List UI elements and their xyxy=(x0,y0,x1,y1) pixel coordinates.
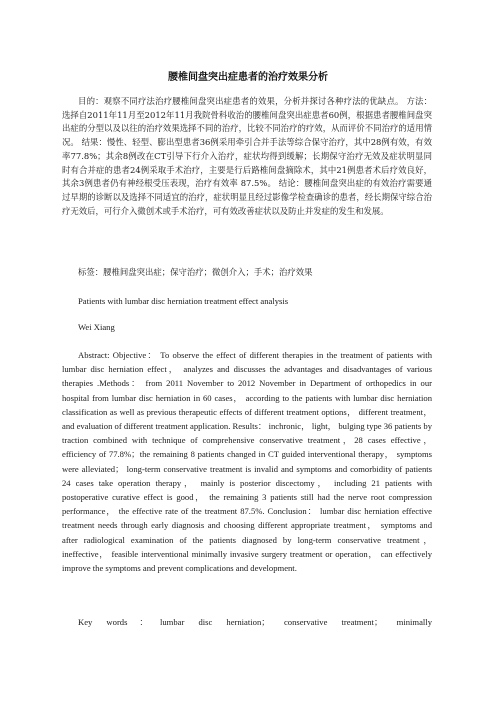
english-keywords: Key words：lumbar disc herniation； conservative treatment； minimally xyxy=(78,617,432,627)
chinese-keywords: 标签：腰椎间盘突出症；保守治疗；微创介入；手术；治疗效果 xyxy=(78,267,313,277)
english-author: Wei Xiang xyxy=(78,322,115,332)
english-abstract: Abstract: Objective： To observe the effect of different therapies in the treatment of patients with lumbar disc herniation effect， analyzes and discusses the advantages and disadvantages of various therapies .Methods： from 2011 November to 2012 November in Department of orthopedics in our hospital from lumbar disc herniation in 60 cases， according to the patients with lumbar disc herniation classification as well as previous therapeutic effects of different treatment options， different treatment， and evaluation of different treatment application. Results： inchronic， light， bulging type 36 patients by traction combined with technique of comprehensive conservative treatment，28 cases effective，efficiency of 77.8%；the remaining 8 patients changed in CT guided interventional therapy， symptoms were alleviated； long-term conservative treatment is invalid and symptoms and comorbidity of patients 24 cases take operation therapy， mainly is posterior discectomy， including 21 patients with postoperative curative effect is good， the remaining 3 patients still had the nerve root compression performance， the effective rate of the treatment 87.5%. Conclusion： lumbar disc herniation effective treatment needs through early diagnosis and choosing different appropriate treatment， symptoms and after radiological examination of the patients diagnosed by long-term conservative treatment， ineffective， feasible interventional minimally invasive surgery treatment or operation， can effectively improve the symptoms and prevent complications and development. xyxy=(62,350,432,574)
paper-title: 腰椎间盘突出症患者的治疗效果分析 xyxy=(168,72,328,83)
english-title: Patients with lumbar disc herniation treatment effect analysis xyxy=(78,296,289,306)
chinese-abstract: 目的：观察不同疗法治疗腰椎间盘突出症患者的效果，分析并探讨各种疗法的优缺点。 方法：选择自2011年11月至2012年11月我院骨科收治的腰椎间盘突出症患者60例，根据患者腰椎间盘突出症的分型以及以往的治疗效果选择不同的治疗，比较不同治疗的疗效，从而评价不同治疗的适用情况。 结果：慢性、轻型、膨出型患者36例采用牵引合并手法等综合保守治疗，其中28例有效，有效率77.8%；其余8例改在CT引导下行介入治疗，症状均得到缓解；长期保守治疗无效及症状明显同时有合并症的患者24例采取手术治疗，主要是行后路椎间盘摘除术，其中21例患者术后疗效良好，其余3例患者仍有神经根受压表现，治疗有效率 87.5%。 结论：腰椎间盘突出症的有效治疗需要通过早期的诊断以及选择不同适宜的治疗，症状明显且经过影像学检查确诊的患者，经长期保守综合治疗无效后，可行介入微创术或手术治疗，可有效改善症状以及防止并发症的发生和发展。 xyxy=(62,96,432,216)
